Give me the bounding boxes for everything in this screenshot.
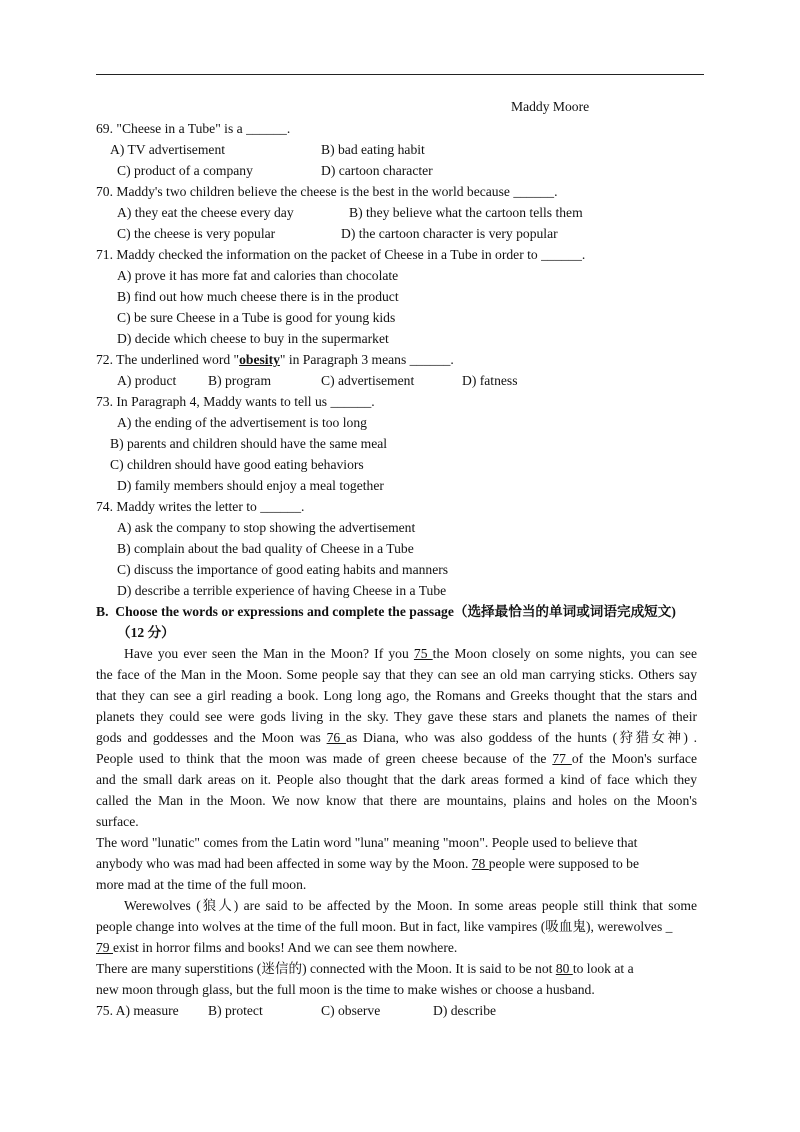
blank-75: 75 bbox=[413, 646, 433, 661]
q69-option-d: D) cartoon character bbox=[321, 163, 433, 178]
blank-77: 77 bbox=[552, 751, 572, 766]
question-74 bbox=[96, 499, 304, 515]
question-stem: Maddy writes the letter to ______. bbox=[116, 499, 305, 514]
q75-option-b: B) protect bbox=[208, 1003, 263, 1018]
passage-text: gods and goddesses and the Moon was bbox=[96, 730, 327, 745]
section-b-heading bbox=[96, 604, 676, 620]
q73-option-b: B) parents and children should have the same meal bbox=[110, 436, 388, 451]
passage-line: called the Man in the Moon. We now know that there are mountains, plains and holes on the Moon's bbox=[96, 793, 697, 808]
passage-text: as Diana, who was also goddess of the hunts (狩猎女神) . bbox=[345, 730, 697, 745]
question-73 bbox=[96, 394, 375, 410]
q69-option-a: A) TV advertisement bbox=[110, 142, 226, 157]
passage-text: anybody who was mad had been affected in some way by the Moon. bbox=[96, 856, 472, 871]
q73-option-d: D) family members should enjoy a meal together bbox=[117, 478, 384, 493]
q74-option-d: D) describe a terrible experience of having Cheese in a Tube bbox=[117, 583, 447, 598]
q74-option-a: A) ask the company to stop showing the advertisement bbox=[117, 520, 416, 535]
question-stem-part: The underlined word " bbox=[116, 352, 240, 367]
letter-signature: Maddy Moore bbox=[511, 99, 590, 114]
question-69 bbox=[96, 121, 290, 137]
q69-option-b: B) bad eating habit bbox=[321, 142, 425, 157]
q74-option-b: B) complain about the bad quality of Cheese in a Tube bbox=[117, 541, 414, 556]
passage-line bbox=[96, 751, 697, 767]
q75-option-d: D) describe bbox=[433, 1003, 497, 1018]
question-75-option-a bbox=[96, 1003, 179, 1019]
passage-line bbox=[96, 961, 634, 977]
passage-text: exist in horror films and books! And we can see them nowhere. bbox=[113, 940, 458, 955]
q72-option-a: A) product bbox=[117, 373, 177, 388]
q72-option-b: B) program bbox=[208, 373, 272, 388]
passage-text: People used to think that the moon was made of green cheese because of the bbox=[96, 751, 553, 766]
q75-option-a: A) measure bbox=[115, 1003, 179, 1018]
passage-text: Have you ever seen the Man in the Moon? If you bbox=[124, 646, 414, 661]
passage-line: more mad at the time of the full moon. bbox=[96, 877, 307, 892]
passage-text: There are many superstitions (迷信的) connected with the Moon. It is said to be not bbox=[96, 961, 556, 976]
header-rule bbox=[96, 74, 704, 75]
passage-line bbox=[124, 646, 697, 662]
q71-option-c: C) be sure Cheese in a Tube is good for young kids bbox=[117, 310, 396, 325]
passage-text: _ bbox=[665, 919, 673, 934]
question-number: 69. bbox=[96, 121, 113, 136]
question-number: 75. bbox=[96, 1003, 113, 1018]
question-stem: "Cheese in a Tube" is a ______. bbox=[116, 121, 291, 136]
blank-80: 80 bbox=[555, 961, 573, 976]
q72-option-c: C) advertisement bbox=[321, 373, 415, 388]
section-title: Choose the words or expressions and complete the passage（选择最恰当的单词或词语完成短文) bbox=[115, 604, 676, 619]
blank-76: 76 bbox=[326, 730, 346, 745]
q70-option-c: C) the cheese is very popular bbox=[117, 226, 276, 241]
blank-78: 78 bbox=[471, 856, 489, 871]
q73-option-c: C) children should have good eating behaviors bbox=[110, 457, 364, 472]
question-stem: Maddy checked the information on the packet of Cheese in a Tube in order to ______. bbox=[116, 247, 586, 262]
passage-text: people were supposed to be bbox=[488, 856, 639, 871]
section-score bbox=[117, 625, 175, 641]
passage-line: new moon through glass, but the full moon is the time to make wishes or choose a husband. bbox=[96, 982, 595, 997]
q70-option-a: A) they eat the cheese every day bbox=[117, 205, 294, 220]
q70-option-b: B) they believe what the cartoon tells them bbox=[349, 205, 583, 220]
section-label: B. bbox=[96, 604, 109, 619]
passage-text: of the Moon's surface bbox=[571, 751, 697, 766]
passage-text: to look at a bbox=[572, 961, 634, 976]
passage-line: the face of the Man in the Moon. Some people say that they can see an old man carrying sticks. Others say bbox=[96, 667, 697, 682]
passage-line: The word "lunatic" comes from the Latin word "luna" meaning "moon". People used to believe that bbox=[96, 835, 638, 850]
underlined-word: obesity bbox=[239, 352, 280, 367]
passage-text: people change into wolves at the time of the full moon. But in fact, like vampires (吸血鬼), werewolves bbox=[96, 919, 666, 934]
passage-line bbox=[96, 919, 672, 935]
question-71 bbox=[96, 247, 585, 263]
q71-option-b: B) find out how much cheese there is in the product bbox=[117, 289, 399, 304]
q71-option-a: A) prove it has more fat and calories than chocolate bbox=[117, 268, 399, 283]
question-stem: In Paragraph 4, Maddy wants to tell us ______. bbox=[116, 394, 375, 409]
question-number: 71. bbox=[96, 247, 113, 262]
passage-text: the Moon closely on some nights, you can see bbox=[432, 646, 697, 661]
q70-option-d: D) the cartoon character is very popular bbox=[341, 226, 558, 241]
passage-line bbox=[96, 730, 697, 746]
passage-line: and the small dark areas on it. People also thought that the dark areas formed a kind of face which they bbox=[96, 772, 697, 787]
q74-option-c: C) discuss the importance of good eating habits and manners bbox=[117, 562, 449, 577]
question-stem: Maddy's two children believe the cheese is the best in the world because ______. bbox=[116, 184, 558, 199]
question-72 bbox=[96, 352, 454, 368]
passage-line: surface. bbox=[96, 814, 139, 829]
question-number: 70. bbox=[96, 184, 113, 199]
q73-option-a: A) the ending of the advertisement is too long bbox=[117, 415, 367, 430]
passage-line: that they can see a girl reading a book. Long long ago, the Romans and Greeks thought that the stars and bbox=[96, 688, 697, 703]
blank-79: 79 bbox=[96, 940, 113, 955]
question-number: 73. bbox=[96, 394, 113, 409]
q72-option-d: D) fatness bbox=[462, 373, 518, 388]
passage-line: planets they could see were gods living in the sky. They gave these stars and planets the names of their bbox=[96, 709, 697, 724]
q71-option-d: D) decide which cheese to buy in the supermarket bbox=[117, 331, 389, 346]
question-number: 72. bbox=[96, 352, 113, 367]
passage-line: Werewolves (狼人) are said to be affected by the Moon. In some areas people still think that some bbox=[124, 898, 697, 913]
passage-line bbox=[96, 856, 639, 872]
q69-option-c: C) product of a company bbox=[117, 163, 253, 178]
passage-line bbox=[96, 940, 457, 956]
q75-option-c: C) observe bbox=[321, 1003, 381, 1018]
section-score-text: （12 分） bbox=[117, 625, 175, 640]
question-70 bbox=[96, 184, 558, 200]
question-number: 74. bbox=[96, 499, 113, 514]
question-stem-part: " in Paragraph 3 means ______. bbox=[279, 352, 454, 367]
